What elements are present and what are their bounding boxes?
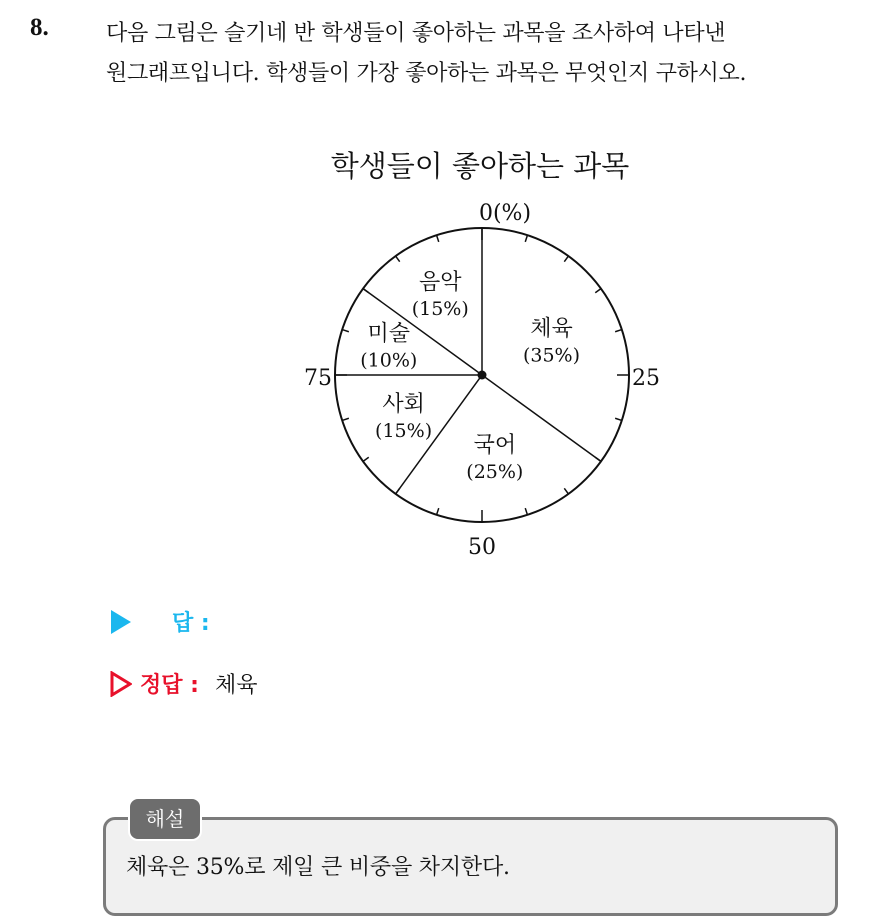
slice-label-name: 사회	[382, 391, 425, 417]
slice-label-percent: (15%)	[411, 298, 469, 321]
answer-label: 답 :	[172, 611, 210, 636]
outline-triangle-icon	[110, 671, 132, 697]
correct-answer-label: 정답 :	[140, 673, 199, 698]
explanation-tag: 해설	[128, 797, 202, 841]
chart-title: 학생들이 좋아하는 과목	[330, 149, 630, 183]
correct-answer-row	[110, 668, 257, 699]
slice-label-name: 음악	[418, 270, 462, 296]
explanation-text: 체육은 35%로 제일 큰 비중을 차지한다.	[126, 855, 510, 880]
slice-label-name: 체육	[530, 316, 573, 342]
correct-answer-value: 체육	[214, 673, 258, 698]
slice-label-name: 국어	[473, 432, 517, 458]
center-dot	[478, 371, 487, 380]
slice-label-percent: (35%)	[522, 344, 581, 367]
scale-label: 75	[304, 366, 332, 391]
question-line-2: 원그래프입니다. 학생들이 가장 좋아하는 과목은 무엇인지 구하시오.	[106, 61, 747, 86]
slice-label-percent: (25%)	[466, 460, 524, 483]
question-number: 8.	[30, 14, 49, 41]
scale-label: 25	[632, 366, 660, 391]
slice-label-percent: (15%)	[375, 419, 433, 442]
play-triangle-icon	[110, 609, 132, 635]
slice-label-percent: (10%)	[360, 349, 418, 372]
scale-label: 50	[468, 535, 496, 560]
question-line-1: 다음 그림은 슬기네 반 학생들이 좋아하는 과목을 조사하여 나타낸	[106, 21, 726, 46]
answer-row	[110, 606, 210, 637]
slice-label-name: 미술	[367, 321, 411, 347]
scale-label-zero: 0(%)	[478, 201, 532, 226]
